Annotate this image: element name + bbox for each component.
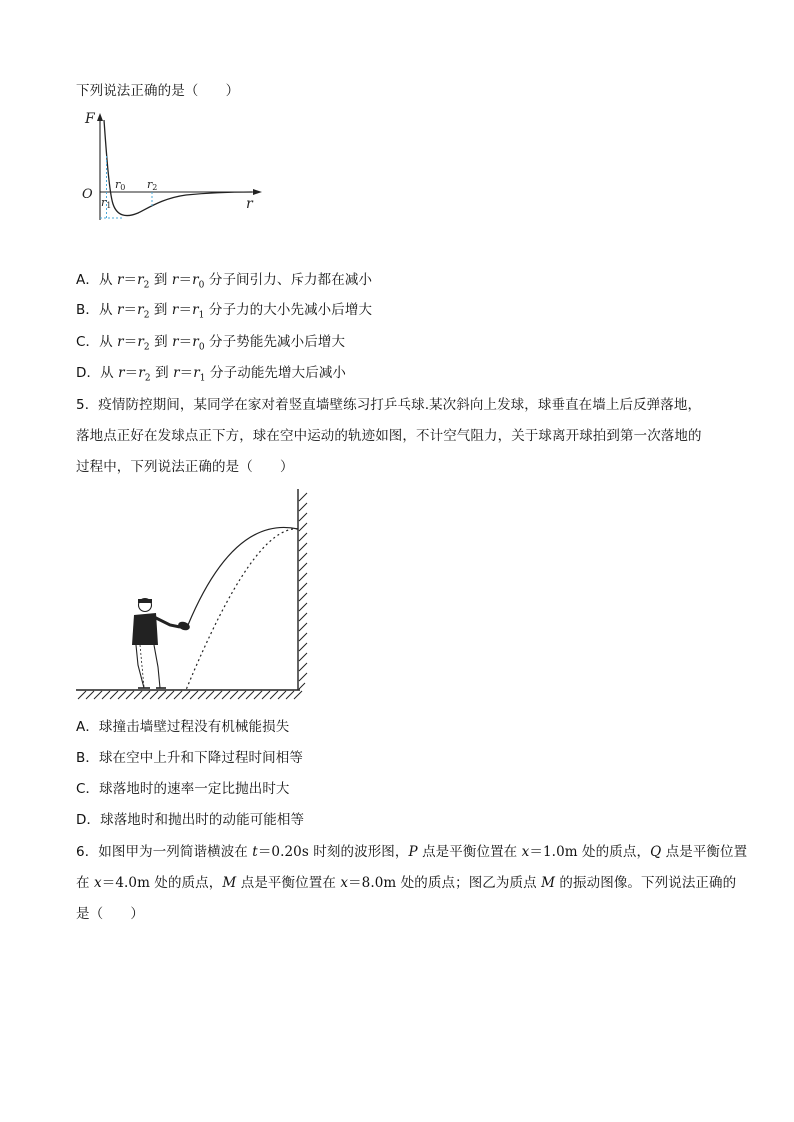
origin-label: O (82, 187, 93, 202)
q5-option-d: D．球落地时和抛出时的动能可能相等 (76, 812, 305, 828)
q5-stem-line-1: 5．疫情防控期间，某同学在家对着竖直墙壁练习打乒乓球.某次斜向上发球，球垂直在墙上后反弹落地， (76, 397, 702, 413)
q6-stem-line-2: 在 x＝4.0m 处的质点，M 点是平衡位置在 x＝8.0m 处的质点；图乙为质点 M 的振动图像。下列说法正确的 (76, 875, 737, 891)
q4-stem-tail: 下列说法正确的是（ ） (76, 83, 240, 99)
q5-option-a: A．球撞击墙壁过程没有机械能损失 (76, 719, 290, 735)
q4-option-b: B．从 $r=r_2$ 到 $r=r_1$ 分子力的大小先减小后增大 (76, 302, 373, 321)
q5-stem-line-2: 落地点正好在发球点正下方，球在空中运动的轨迹如图，不计空气阻力，关于球离开球拍到第一次落地的 (76, 428, 702, 444)
r0-label: r0 (115, 178, 126, 192)
q4-option-c: C．从 $r=r_2$ 到 $r=r_0$ 分子势能先减小后增大 (76, 334, 346, 353)
q6-stem-line-3: 是（ ） (76, 906, 144, 922)
player-figure (132, 599, 191, 689)
q4-option-d: D．从 $r=r_2$ 到 $r=r_1$ 分子动能先增大后减小 (76, 365, 347, 384)
axis-f-label: F (85, 111, 95, 127)
q5-option-c: C．球落地时的速率一定比抛出时大 (76, 781, 290, 797)
q6-stem-line-1: 6．如图甲为一列简谐横波在 t＝0.20s 时刻的波形图，P 点是平衡位置在 x＝1.0m 处的质点，Q 点是平衡位置 (76, 844, 748, 860)
molecular-force-graph (76, 108, 276, 228)
r2-label: r2 (147, 178, 158, 192)
q5-option-b: B．球在空中上升和下降过程时间相等 (76, 750, 303, 766)
r1-label: r1 (101, 196, 112, 210)
q5-stem-line-3: 过程中，下列说法正确的是（ ） (76, 459, 294, 475)
q4-option-a: A．从 $r=r_2$ 到 $r=r_0$ 分子间引力、斥力都在减小 (76, 272, 373, 291)
axis-r-label: r (246, 196, 253, 212)
ping-pong-wall-figure (74, 485, 324, 705)
